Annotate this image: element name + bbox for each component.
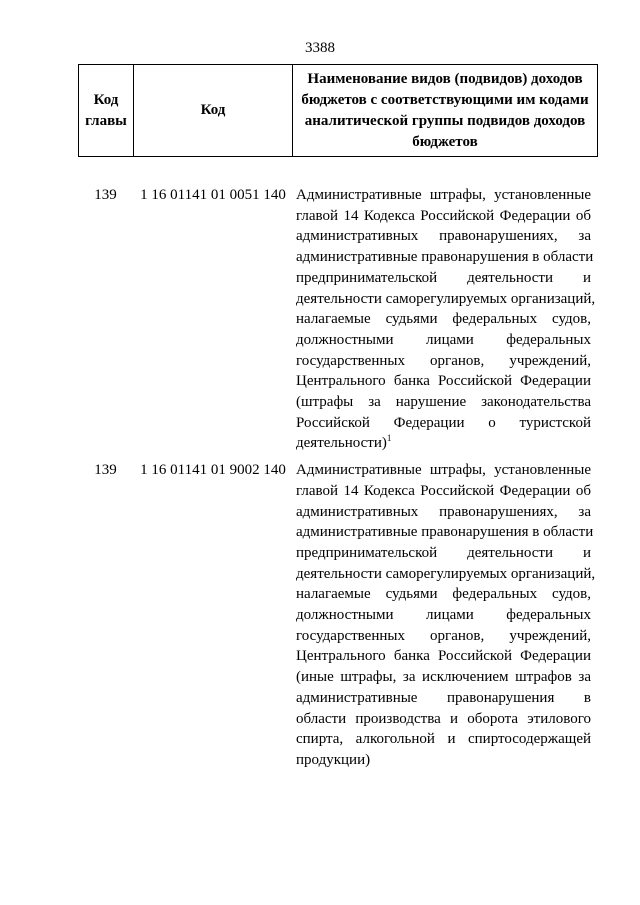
- description-line: административные правонарушения в области: [296, 249, 594, 266]
- description-line: налагаемые судьями федеральных судов,: [296, 311, 591, 328]
- income-description: [296, 185, 596, 454]
- description-line: деятельности саморегулируемых организаций,: [296, 565, 596, 582]
- description-line: Российской Федерации о туристской: [296, 414, 591, 431]
- header-name-line: Наименование видов (подвидов) доходов: [307, 70, 583, 87]
- description-line: области производства и оборота этилового: [296, 710, 591, 727]
- description-line: административных правонарушениях, за: [296, 503, 591, 520]
- description-line: административные правонарушения в: [296, 689, 591, 706]
- description-line: предпринимательской деятельности и: [296, 544, 591, 561]
- description-line: (штрафы за нарушение законодательства: [296, 394, 591, 411]
- header-name: [293, 65, 598, 157]
- table-row: [78, 460, 597, 771]
- header-name-line: бюджетов: [412, 133, 478, 150]
- header-chapter-code-line: главы: [85, 112, 127, 129]
- description-line: продукции): [296, 751, 371, 768]
- description-line: спирта, алкогольной и спиртосодержащей: [296, 731, 591, 748]
- description-line: деятельности саморегулируемых организаций,: [296, 290, 596, 307]
- header-chapter-code: [79, 65, 134, 157]
- header-name-line: аналитической группы подвидов доходов: [304, 112, 586, 129]
- description-line: Административные штрафы, установленные: [296, 462, 591, 479]
- table-header: [78, 64, 598, 157]
- header-chapter-code-line: Код: [93, 91, 119, 108]
- description-line: Центрального банка Российской Федерации: [296, 648, 591, 665]
- page-number: 3388: [305, 40, 335, 56]
- description-line: главой 14 Кодекса Российской Федерации об: [296, 482, 591, 499]
- income-description: [296, 460, 596, 771]
- description-line: Административные штрафы, установленные: [296, 187, 591, 203]
- income-code: 1 16 01141 01 0051 140: [140, 187, 286, 203]
- table-row: [78, 185, 597, 454]
- description-line: (иные штрафы, за исключением штрафов за: [296, 669, 591, 686]
- description-line: Центрального банка Российской Федерации: [296, 373, 591, 390]
- description-line: государственных органов, учреждений,: [296, 352, 591, 369]
- description-line: административных правонарушениях, за: [296, 228, 591, 245]
- description-text: деятельности): [296, 435, 387, 452]
- header-name-line: бюджетов с соответствующими им кодами: [301, 91, 589, 108]
- header-code: Код: [134, 65, 293, 157]
- footnote-marker: 1: [386, 433, 392, 444]
- description-line: предпринимательской деятельности и: [296, 269, 591, 286]
- description-line: [296, 433, 591, 454]
- description-line: должностными лицами федеральных: [296, 607, 591, 624]
- chapter-code: 139: [94, 462, 117, 479]
- description-line: налагаемые судьями федеральных судов,: [296, 586, 591, 603]
- description-line: административные правонарушения в области: [296, 524, 594, 541]
- income-code: 1 16 01141 01 9002 140: [140, 462, 286, 479]
- description-line: должностными лицами федеральных: [296, 331, 591, 348]
- description-line: главой 14 Кодекса Российской Федерации об: [296, 207, 591, 224]
- chapter-code: 139: [94, 187, 117, 203]
- description-line: государственных органов, учреждений,: [296, 627, 591, 644]
- table-body: [78, 185, 597, 771]
